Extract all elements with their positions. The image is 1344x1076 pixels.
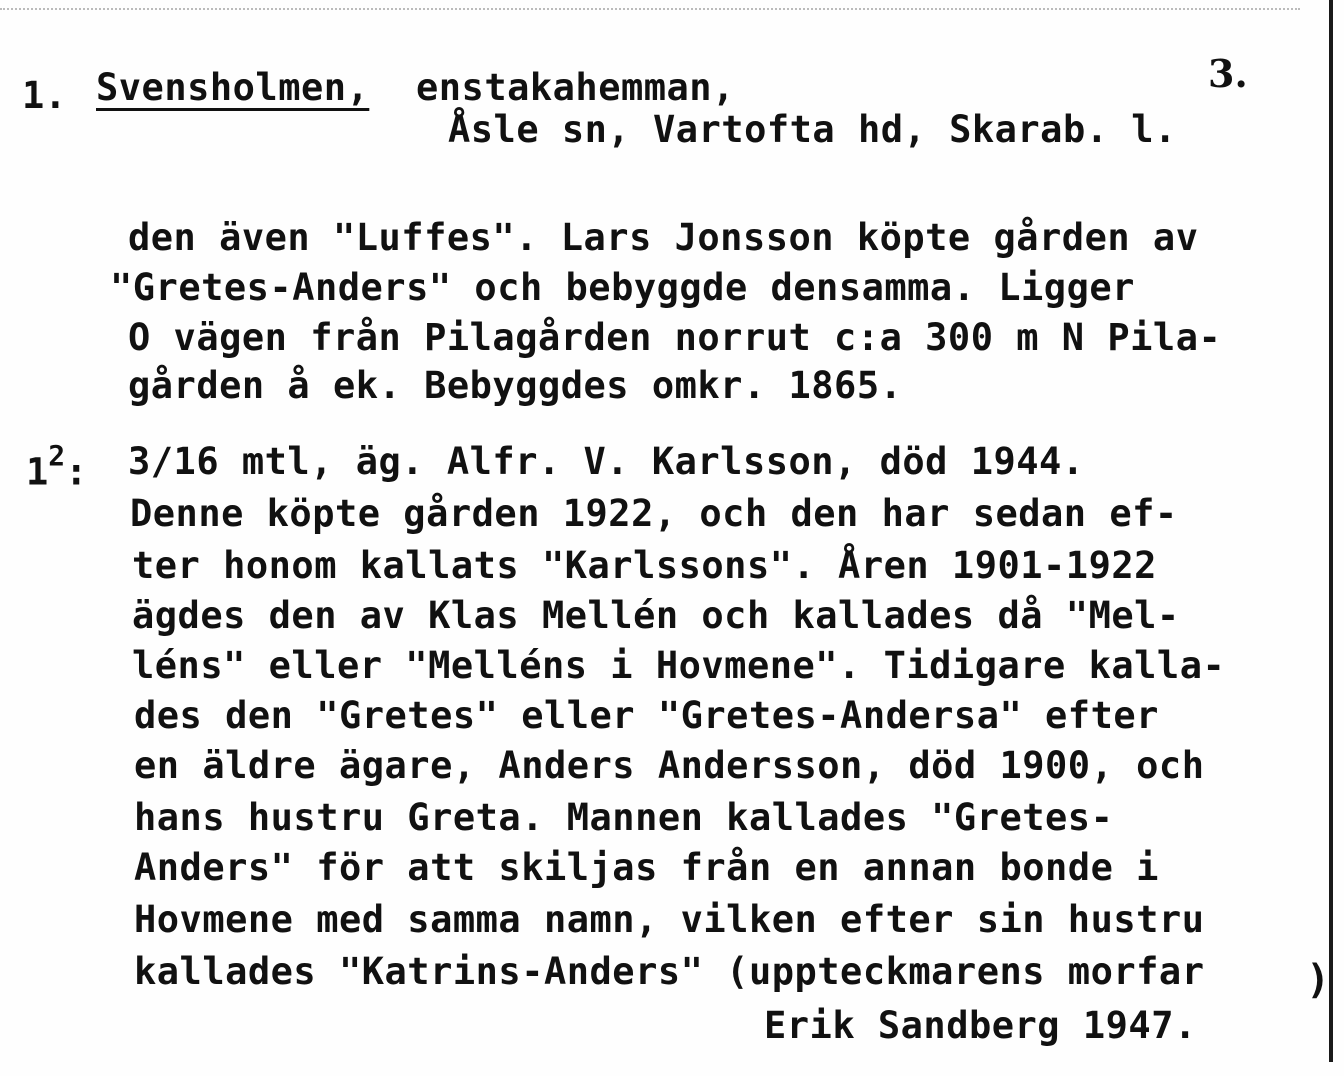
closing-bracket: ) [1306,957,1331,1003]
paragraph-2-line-4: ägdes den av Klas Mellén och kallades då "Mel- [132,594,1180,637]
paragraph-2-line-1: 3/16 mtl, äg. Alfr. V. Karlsson, död 1944. [128,440,1085,483]
location-line: Åsle sn, Vartofta hd, Skarab. l. [448,108,1177,151]
paragraph-2-line-7: en äldre ägare, Anders Andersson, död 1900, och [134,744,1205,787]
paragraph-1-line-3: O vägen från Pilagården norrut c:a 300 m N Pila- [128,316,1222,359]
paragraph-2-line-3: ter honom kallats "Karlssons". Åren 1901-1922 [132,544,1157,587]
card-right-border [1329,0,1333,1062]
page-number: 3. [1208,51,1248,96]
card-top-edge [0,8,1300,10]
section-marker-sup: 2 [48,439,66,472]
paragraph-2-line-10: Hovmene med samma namn, vilken efter sin hustru [134,898,1205,941]
paragraph-2-line-5: léns" eller "Melléns i Hovmene". Tidigare kalla- [132,644,1226,687]
section-marker-base: 1 [26,450,49,494]
entry-number: 1. [22,74,67,117]
paragraph-1-line-2: "Gretes-Anders" och bebyggde densamma. Ligger [110,266,1135,309]
paragraph-1-line-4: gården å ek. Bebyggdes omkr. 1865. [128,364,903,407]
paragraph-1-line-1: den även "Luffes". Lars Jonsson köpte gården av [128,216,1199,259]
paragraph-2-line-2: Denne köpte gården 1922, och den har sedan ef- [130,492,1178,535]
section-marker [26,440,87,494]
paragraph-2-line-6: des den "Gretes" eller "Gretes-Andersa" efter [134,694,1159,737]
signature: Erik Sandberg 1947. [764,1004,1197,1047]
paragraph-2-line-11: kallades "Katrins-Anders" (uppteckmarens morfar [134,950,1205,993]
place-type: enstakahemman, [416,66,735,109]
place-name: Svensholmen, [96,66,370,109]
paragraph-2-line-8: hans hustru Greta. Mannen kallades "Gretes- [134,796,1114,839]
section-marker-suffix: : [65,450,88,494]
paragraph-2-line-9: Anders" för att skiljas från en annan bonde i [134,846,1159,889]
